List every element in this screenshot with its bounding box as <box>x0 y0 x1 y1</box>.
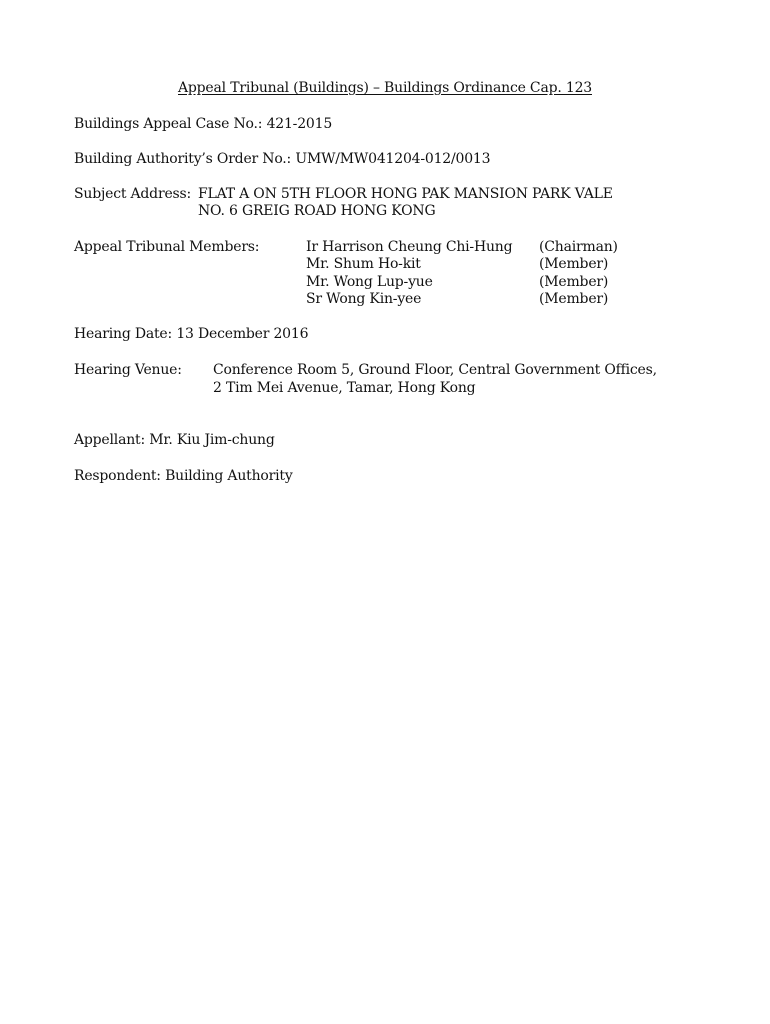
subject-address-line-1: FLAT A ON 5TH FLOOR HONG PAK MANSION PARK VALE <box>198 186 613 202</box>
member-role: (Member) <box>539 256 609 272</box>
case-number-line <box>74 115 332 133</box>
appellant-value: Mr. Kiu Jim-chung <box>149 432 275 448</box>
hearing-venue-line-2: 2 Tim Mei Avenue, Tamar, Hong Kong <box>213 380 476 396</box>
hearing-date-label: Hearing Date: <box>74 326 173 342</box>
members-label: Appeal Tribunal Members: <box>74 239 260 255</box>
document-title: Appeal Tribunal (Buildings) – Buildings Ordinance Cap. 123 <box>178 80 592 96</box>
hearing-date-value: 13 December 2016 <box>176 326 309 342</box>
member-role: (Chairman) <box>539 239 618 255</box>
respondent-value: Building Authority <box>165 468 293 484</box>
respondent-label: Respondent: <box>74 468 161 484</box>
order-number-label: Building Authority’s Order No.: <box>74 151 292 167</box>
hearing-date-line <box>74 325 308 343</box>
case-number-label: Buildings Appeal Case No.: <box>74 116 263 132</box>
member-name: Mr. Wong Lup-yue <box>306 274 433 290</box>
order-number-line <box>74 150 490 168</box>
case-number-value: 421-2015 <box>266 116 333 132</box>
appellant-label: Appellant: <box>74 432 145 448</box>
appellant-line <box>74 431 275 449</box>
member-name: Mr. Shum Ho-kit <box>306 256 421 272</box>
hearing-venue-line-1: Conference Room 5, Ground Floor, Central Government Offices, <box>213 362 657 378</box>
subject-address-label: Subject Address: <box>74 186 192 202</box>
respondent-line <box>74 467 293 485</box>
order-number-value: UMW/MW041204-012/0013 <box>295 151 491 167</box>
subject-address-line-2: NO. 6 GREIG ROAD HONG KONG <box>198 203 436 219</box>
member-role: (Member) <box>539 274 609 290</box>
member-name: Ir Harrison Cheung Chi-Hung <box>306 239 513 255</box>
hearing-venue-label: Hearing Venue: <box>74 362 182 378</box>
member-role: (Member) <box>539 291 609 307</box>
member-name: Sr Wong Kin-yee <box>306 291 422 307</box>
